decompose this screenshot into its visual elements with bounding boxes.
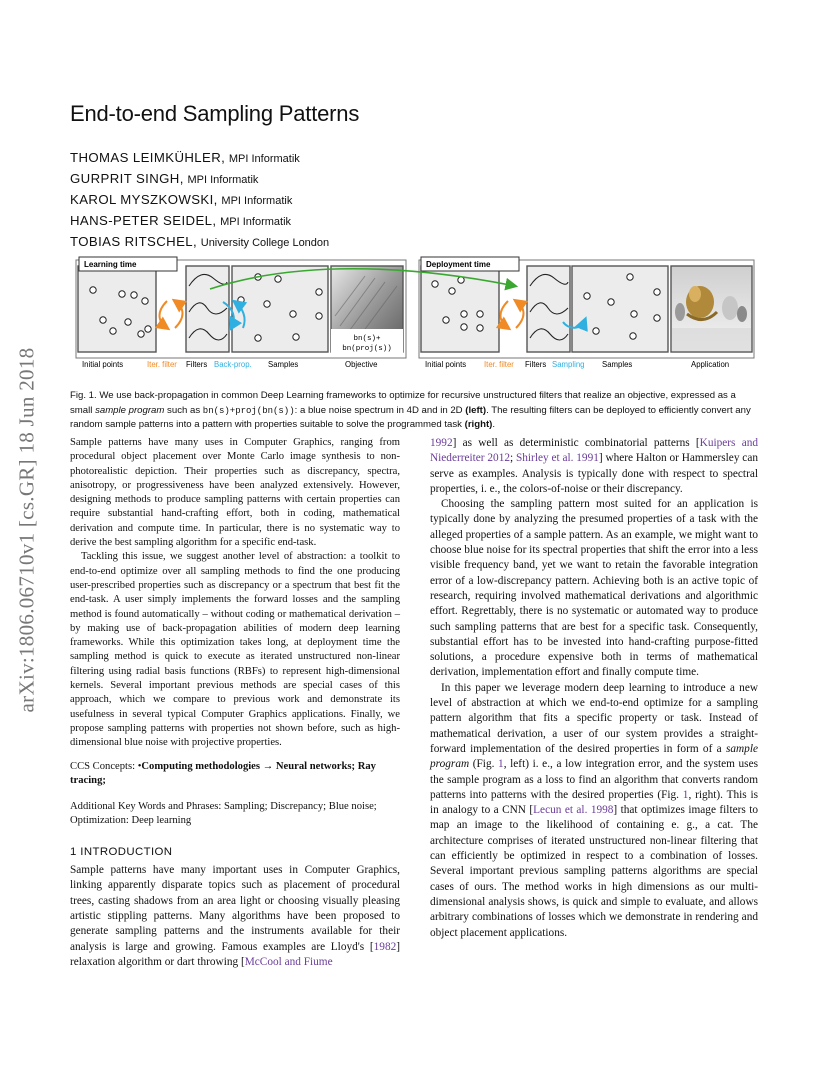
arxiv-stamp-text: arXiv:1806.06710v1 [cs.GR] 18 Jun 2018 <box>14 347 39 713</box>
label-back-prop: Back-prop. <box>214 360 252 369</box>
author-1: THOMAS LEIMKÜHLER, MPI Informatik <box>70 150 300 165</box>
citation-link[interactable]: 1992 <box>430 437 453 449</box>
panel-samples-deploy <box>572 266 668 352</box>
intro-paragraph-1: Sample patterns have many important uses in Computer Graphics, linking apparently disparate topics such as placement of procedural trees, casting shadows from an area light or choosing visually pleasing artistic stippling patterns. Many algorithms have been proposed to generate sampling patterns and the instruments available for their analysis is large and growing. Famous examples are Lloyd's [1982] relaxation algorithm or dart throwing [McCool and Fiume <box>70 864 400 968</box>
label-objective: Objective <box>345 360 378 369</box>
label-initial-points-deploy: Initial points <box>425 360 467 369</box>
label-filters: Filters <box>186 360 208 369</box>
intro-paragraph-1-continued: 1992] as well as deterministic combinatorial patterns [Kuipers and Niederreiter 2012; Shirley et al. 1991] where Halton or Hammersley can serve as examples. Analysis is typically done with respect to spectral properties, i. e., the colors-of-noise or their discrepancy. <box>430 437 759 495</box>
label-iter-filter-deploy: Iter. filter <box>484 360 514 369</box>
citation-link[interactable]: Lecun et al. 1998 <box>533 804 614 817</box>
paper-title: End-to-end Sampling Patterns <box>70 101 360 126</box>
label-initial-points: Initial points <box>82 360 124 369</box>
author-affiliation: MPI Informatik <box>228 153 300 165</box>
intro-paragraph-2: Choosing the sampling pattern most suited for an application is typically done by analyzing the presumed properties of a task with the alleged properties of a sample pattern. As an example, we might want to choose blue noise for its spectral properties that shift the error into a less visible frequency band, yet we want to retain the favorable integration error of a low-discrepancy pattern. Achieving both is an active topic of research, requiring involved mathematical derivations and algorithmic effort. Regrettably, there is no systematic or automated way to produce such sampling patterns that are best for a specific task. Consequently, substantial effort has to be invested into hand-crafting purpose-fitted solutions, a procedure expensive both in terms of mathematical derivation, implementation effort and finally compute time. <box>430 498 758 679</box>
author-2: GURPRIT SINGH, MPI Informatik <box>70 171 259 186</box>
label-filters-deploy: Filters <box>525 360 547 369</box>
author-affiliation: MPI Informatik <box>221 195 293 207</box>
label-application: Application <box>691 360 730 369</box>
label-iter-filter: Iter. filter <box>147 360 177 369</box>
author-affiliation: MPI Informatik <box>220 216 292 228</box>
keywords: Additional Key Words and Phrases: Sampling; Discrepancy; Blue noise; Optimization: Deep learning <box>70 801 377 827</box>
label-samples: Samples <box>268 360 299 369</box>
citation-link[interactable]: Shirley et al. 1991 <box>515 452 599 465</box>
figure-ref-link[interactable]: 1 <box>498 758 504 771</box>
author-5: TOBIAS RITSCHEL, University College London <box>70 234 330 249</box>
author-list <box>70 148 329 253</box>
citation-link[interactable]: McCool and Fiume <box>244 955 333 968</box>
arxiv-stamp <box>12 290 42 770</box>
author-affiliation: MPI Informatik <box>187 174 259 186</box>
objective-code-2: bn(proj(s)) <box>342 345 392 353</box>
deployment-time-label: Deployment time <box>426 260 491 269</box>
right-column <box>430 436 758 941</box>
citation-link[interactable]: Kuipers and Niederreiter 2012 <box>430 437 759 465</box>
teaser-figure <box>75 256 755 371</box>
panel-initial-points <box>78 266 156 352</box>
figure-ref-link[interactable]: 1 <box>682 788 689 801</box>
citation-link[interactable]: 1982 <box>373 940 397 953</box>
left-column <box>70 436 400 970</box>
objective-code-1: bn(s)+ <box>353 335 381 343</box>
ccs-concepts: CCS Concepts: •Computing methodologies → Neural networks; Ray tracing; <box>70 760 376 786</box>
author-4: HANS-PETER SEIDEL, MPI Informatik <box>70 213 292 228</box>
learning-time-label: Learning time <box>84 260 137 269</box>
label-samples-deploy: Samples <box>602 360 633 369</box>
figure-caption: Fig. 1. We use back-propagation in common Deep Learning frameworks to optimize for recursive unstructured filters that realize an objective, expressed as a small sample program such as bn(s)+proj(bn(s)): a blue noise spectrum in 4D and in 2D (left). The resulting filters can be deployed to efficiently convert any random sample patterns into a pattern with properties suitable to solve the programmed task (right). <box>70 390 751 430</box>
label-sampling: Sampling <box>552 360 585 369</box>
abstract-paragraph-1: Sample patterns have many uses in Computer Graphics, ranging from procedural object placement over Monte Carlo image synthesis to non-photorealistic depiction. Their properties such as discrepancy, spectra, anisotropy, or progressiveness have been analyzed extensively. However, designing methods to produce sampling patterns with certain properties can require substantial hand-crafting effort, both in coding, mathematical derivation and compute time. In particular, there is no systematic way to derive the best sampling algorithm for a specific end-task. <box>70 437 400 549</box>
intro-paragraph-3: In this paper we leverage modern deep learning to introduce a new level of abstraction at which we end-to-end optimize for a sampling pattern algorithm that fits a specific property or task. Instead of mathematical derivation, a user of our system provides a straight-forward implementation of the desired properties in form of a sample program (Fig. 1, left) i. e., a low integration error, and the system uses the sample program as a loss to find an algorithm that converts random patterns into patterns with the desired properties (Fig. 1, right). This is in analogy to a CNN [Lecun et al. 1998] that optimizes image filters to map an image to the likelihood of containing e. g., a cat. The architecture comprises of iterated unstructured non-linear filtering that can efficiently be optimized in respect to a combination of losses. Several important previous sampling patterns algorithms are special cases of ours. The method works in high dimensions as our multi-dimensional analysis shows, is quick and simple to evaluate, and allows arbitrary combinations of losses which we demonstrate in rendering and object placement applications. <box>430 681 758 939</box>
author-3: KAROL MYSZKOWSKI, MPI Informatik <box>70 192 293 207</box>
abstract-paragraph-2: Tackling this issue, we suggest another level of abstraction: a toolkit to end-to-end optimize over all sampling methods to find the one producing user-prescribed properties such as discrepancy or a spectrum that best fit the end-task. A user simply implements the forward losses and the sampling method is found automatically – without coding or mathematical derivation – by making use of back-propagation abilities of modern deep learning frameworks. While this optimization takes long, at deployment time the sampling method is quick to execute as iterated unstructured non-linear filtering using radial basis functions (RBFs) to represent high-dimensional kernels. Several important previous methods are special cases of this approach, which we compare to previous work and demonstrate its usefulness in several typical Computer Graphics applications. Finally, we propose sampling patterns with properties not shown before, such as high-dimensional blue noise with projective properties. <box>70 551 400 749</box>
author-affiliation: University College London <box>200 237 330 249</box>
section-heading-introduction: 1 INTRODUCTION <box>70 845 173 858</box>
